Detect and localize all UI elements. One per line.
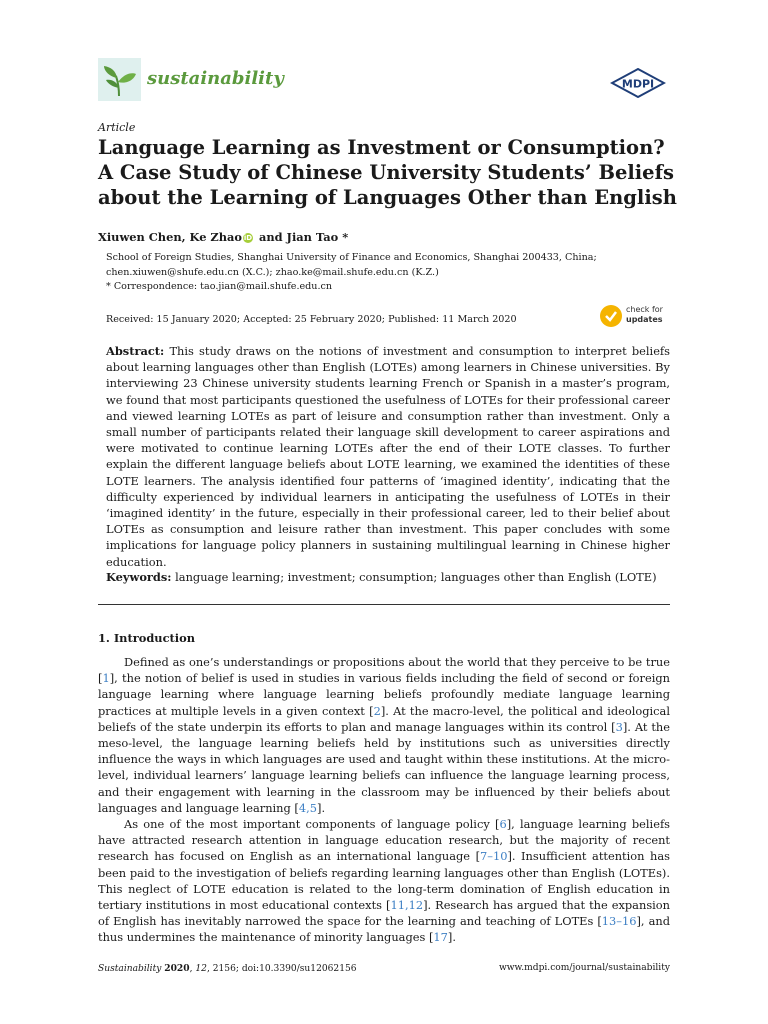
journal-logo	[98, 58, 141, 101]
keywords-text: language learning; investment; consumption; languages other than English (LOTE)	[171, 570, 657, 584]
author-list	[98, 230, 348, 244]
affiliation-line: School of Foreign Studies, Shanghai University of Finance and Economics, Shanghai 200433, China;	[106, 252, 597, 263]
citation-link[interactable]: 13–16	[601, 914, 637, 929]
citation-link[interactable]: 2	[373, 703, 381, 718]
abstract-label: Abstract:	[106, 344, 165, 358]
mdpi-logo[interactable]	[610, 68, 666, 98]
paper-title	[98, 135, 678, 210]
article-type: Article	[98, 121, 136, 134]
check-updates-icon	[600, 305, 622, 327]
keywords	[106, 570, 657, 584]
publisher-name: MDPI	[621, 77, 655, 91]
paragraph: As one of the most important components of language policy [6], language learning beliefs have attracted research attention in language education research, but the majority of recent research has focused on English as an international language [7–10]. Insufficient attention has been paid to the investigation of beliefs regarding learning languages other than English (LOTEs). This neglect of LOTE education is related to the long-term domination of English education in tertiary institutions in most educational contexts [11,12]. Research has argued that the expansion of English has inevitably narrowed the space for the learning and teaching of LOTEs [13–16], and thus undermines the maintenance of minority languages [17].	[98, 817, 671, 945]
citation-link[interactable]: 6	[499, 817, 507, 832]
journal-name[interactable]: sustainability	[147, 68, 284, 89]
affiliation-block	[106, 251, 597, 295]
introduction-body	[98, 654, 670, 946]
author-emails[interactable]: chen.xiuwen@shufe.edu.cn (X.C.); zhao.ke@mail.shufe.edu.cn (K.Z.)	[106, 266, 439, 278]
section-heading: 1. Introduction	[98, 631, 195, 645]
citation-link[interactable]: 11,12	[390, 898, 424, 913]
citation-link[interactable]: 7–10	[480, 849, 508, 864]
paragraph: Defined as one’s understandings or propositions about the world that they perceive to be true [1], the notion of belief is used in studies in various fields including the field of second or foreign language learning where language learning beliefs profoundly mediate language learning practices at multiple levels in a given context [2]. At the macro-level, the political and ideological beliefs of the state underpin its efforts to plan and manage languages within its control [3]. At the meso-level, the language learning beliefs held by institutions such as universities directly influence the ways in which languages are used and taught within these institutions. At the micro-level, individual learners’ language learning beliefs can influence the language learning process, and their engagement with learning in the classroom may be influenced by their beliefs about languages and language learning [4,5].	[98, 655, 670, 815]
author-names: Xiuwen Chen, Ke Zhao	[98, 230, 242, 244]
publication-dates: Received: 15 January 2020; Accepted: 25 February 2020; Published: 11 March 2020	[106, 314, 517, 325]
citation-line: Sustainability 2020, 12, 2156; doi:10.3390/su12062156	[98, 963, 357, 974]
title-line: about the Learning of Languages Other than English	[98, 186, 677, 209]
citation-link[interactable]: 3	[615, 719, 623, 734]
correspondence[interactable]: * Correspondence: tao.jian@mail.shufe.edu.cn	[106, 281, 333, 292]
leaf-icon	[98, 58, 141, 101]
orcid-icon[interactable]: iD	[243, 234, 253, 242]
check-updates-label: check for updates	[626, 305, 663, 324]
abstract	[106, 343, 670, 570]
title-line: Language Learning as Investment or Consumption?	[98, 136, 665, 159]
journal-url[interactable]: www.mdpi.com/journal/sustainability	[498, 963, 670, 973]
author-names-2: and Jian Tao *	[255, 230, 349, 244]
publisher-logo-icon	[610, 68, 666, 98]
keywords-label: Keywords:	[106, 570, 172, 584]
citation-link[interactable]: 17	[433, 930, 448, 945]
citation-link[interactable]: 4,5	[298, 800, 317, 815]
section-divider	[98, 604, 670, 605]
abstract-text: This study draws on the notions of investment and consumption to interpret beliefs about learning languages other than English (LOTEs) among learners in Chinese universities. By interviewing 23 Chinese university students learning French or Spanish in a master’s program, we found that most participants questioned the usefulness of LOTEs for their professional career and viewed learning LOTEs as part of leisure and consumption rather than investment. Only a small number of participants related their language skill development to career aspirations and were motivated to continue learning LOTEs after the end of their LOTE classes. To further explain the different language beliefs about LOTE learning, we examined the identities of these LOTE learners. The analysis identified four patterns of ‘imagined identity’, indicating that the difficulty experienced by individual learners in anticipating the usefulness of LOTEs in their ‘imagined identity’ in the future, especially in their professional career, led to their belief about LOTEs as consumption and leisure rather than investment. This paper concludes with some implications for language policy planners in sustaining multilingual learning in Chinese higher education.	[106, 344, 670, 569]
citation-link[interactable]: 1	[102, 671, 110, 686]
title-line: A Case Study of Chinese University Students’ Beliefs	[98, 161, 674, 184]
check-for-updates-badge[interactable]	[600, 303, 670, 329]
